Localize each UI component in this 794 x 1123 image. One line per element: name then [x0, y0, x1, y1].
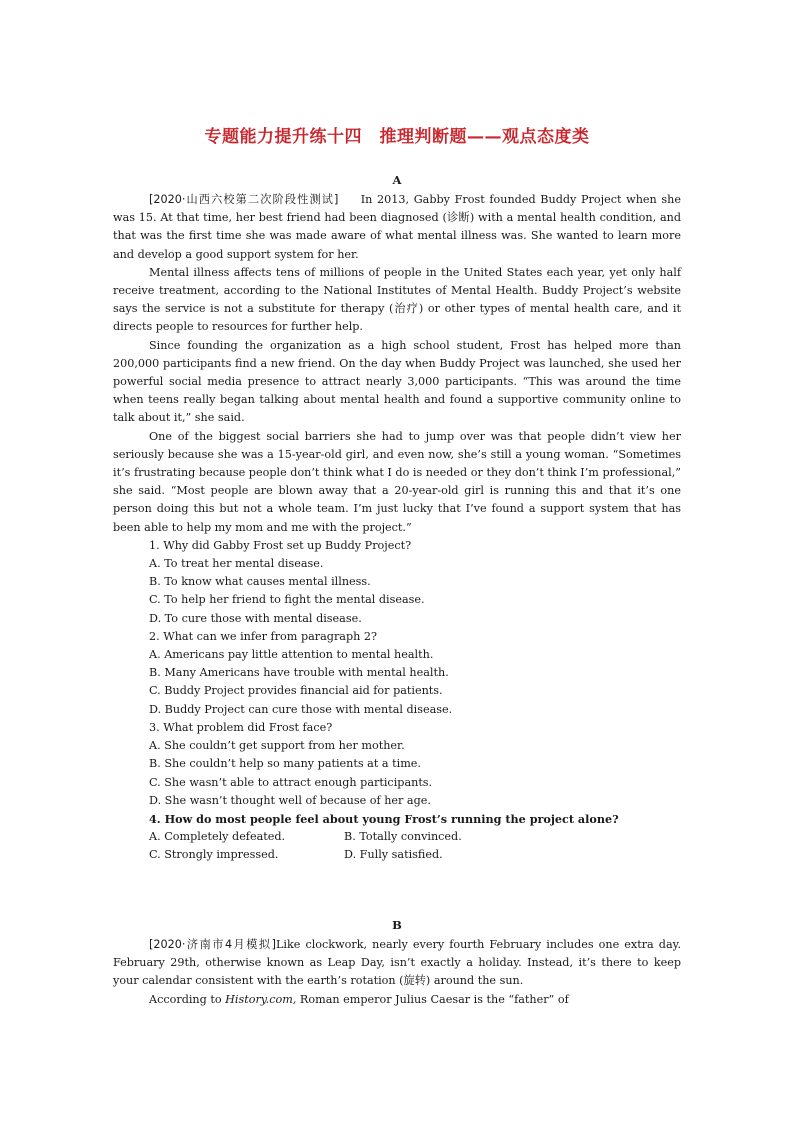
- passage-paragraph: [113, 191, 681, 264]
- paragraph-text: Like clockwork, nearly every fourth February includes one extra day. February 29th, otherwise known as Leap Day, isn’t exactly a holiday. Instead, it’s there to keep your calendar consistent with the earth’s rotation (旋转) around the sun.: [113, 938, 681, 988]
- answer-option: B. Totally convinced.: [344, 830, 462, 844]
- website-name: History.com,: [225, 992, 297, 1006]
- section-b-label: B: [392, 918, 402, 932]
- paragraph-text: In 2013, Gabby Frost founded Buddy Project when she was 15. At that time, her best friend had been diagnosed (诊断) with a mental health condition, and that was the first time she was made aware of what mental illness was. She wanted to learn more and develop a good support system for her.: [113, 193, 681, 261]
- section-a-label: A: [392, 173, 402, 187]
- passage-paragraph: Mental illness affects tens of millions of people in the United States each year, yet only half receive treatment, according to the National Institutes of Mental Health. Buddy Project’s website says the service is not a substitute for therapy (治疗) or other types of mental health care, and it directs people to resources for further help.: [113, 265, 681, 334]
- answer-option: C. She wasn’t able to attract enough participants.: [149, 775, 433, 789]
- answer-option: B. Many Americans have trouble with mental health.: [149, 666, 449, 680]
- answer-option: A. To treat her mental disease.: [149, 557, 324, 571]
- section-b-content: [113, 936, 681, 1009]
- answer-option: D. Buddy Project can cure those with mental disease.: [149, 702, 453, 716]
- document-title: 专题能力提升练十四 推理判断题——观点态度类: [204, 127, 590, 147]
- question-stem: 1. Why did Gabby Frost set up Buddy Project?: [149, 538, 412, 552]
- answer-option: A. She couldn’t get support from her mother.: [149, 739, 405, 753]
- source-note: [2020·山西六校第二次阶段性测试]: [149, 193, 339, 206]
- passage-paragraph: [113, 991, 681, 1009]
- answer-option: D. She wasn’t thought well of because of her age.: [149, 793, 431, 807]
- paragraph-text: According to: [149, 992, 226, 1006]
- answer-option: A. Completely defeated.: [149, 830, 286, 844]
- passage-paragraph: [113, 936, 681, 991]
- passage-paragraph: One of the biggest social barriers she had to jump over was that people didn’t view her seriously because she was a 15-year-old girl, and even now, she’s still a young woman. “Sometimes it’s frustrating because people don’t think what I do is needed or they don’t think I’m professional,” she said. “Most people are blown away that a 20-year-old girl is running this and that it’s one person doing this but not a whole team. I’m just lucky that I’ve found a support system that has been able to help my mom and me with the project.”: [113, 429, 681, 534]
- question-stem: 2. What can we infer from paragraph 2?: [149, 629, 378, 643]
- answer-option: A. Americans pay little attention to mental health.: [149, 648, 434, 662]
- answer-option: B. To know what causes mental illness.: [149, 575, 371, 589]
- passage-paragraph: Since founding the organization as a high school student, Frost has helped more than 200,000 participants find a new friend. On the day when Buddy Project was launched, she used her powerful social media presence to attract nearly 3,000 participants. “This was around the time when teens really began talking about mental health and found a supportive community online to talk about it,” she said.: [113, 338, 681, 425]
- question-stem: 4. How do most people feel about young Frost’s running the project alone?: [149, 811, 619, 826]
- source-note: [2020·济南市4月模拟]: [149, 938, 276, 951]
- question-stem: 3. What problem did Frost face?: [149, 720, 333, 734]
- answer-option: B. She couldn’t help so many patients at a time.: [149, 757, 421, 771]
- answer-option: C. Strongly impressed.: [149, 848, 279, 862]
- answer-option: C. To help her friend to fight the mental disease.: [149, 593, 425, 607]
- answer-option-row: [113, 828, 681, 846]
- answer-option-row: [113, 846, 681, 864]
- answer-option: D. Fully satisfied.: [344, 848, 443, 862]
- answer-option: D. To cure those with mental disease.: [149, 611, 362, 625]
- section-a-content: [113, 191, 681, 865]
- answer-option: C. Buddy Project provides financial aid for patients.: [149, 684, 443, 698]
- paragraph-text: Roman emperor Julius Caesar is the “father” of: [296, 992, 569, 1006]
